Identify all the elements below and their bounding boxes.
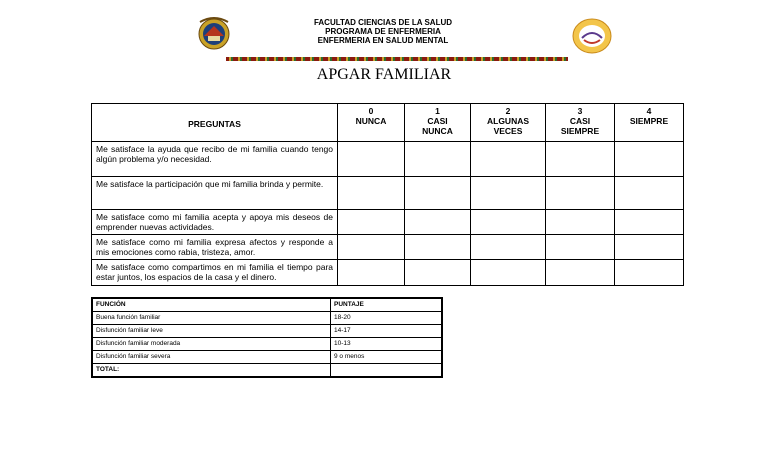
function-label: Disfunción familiar moderada [92,338,331,351]
answer-cell[interactable] [546,142,615,177]
answer-cell[interactable] [338,142,405,177]
function-header: FUNCIÓN [92,298,331,312]
answer-cell[interactable] [546,177,615,210]
answer-cell[interactable] [471,235,546,260]
column-header-0: 0 NUNCA [338,104,405,142]
answer-cell[interactable] [471,210,546,235]
answer-cell[interactable] [405,142,471,177]
answer-cell[interactable] [615,142,684,177]
column-header-4: 4 SIEMPRE [615,104,684,142]
table-row [92,325,442,338]
answer-cell[interactable] [471,142,546,177]
column-header-2: 2 ALGUNAS VECES [471,104,546,142]
answer-cell[interactable] [471,260,546,286]
column-header-3: 3 CASI SIEMPRE [546,104,615,142]
question-5: Me satisface como compartimos en mi familia el tiempo para estar juntos, los espacios de la casa y el dinero. [92,260,338,286]
answer-cell[interactable] [338,260,405,286]
scoring-header-row [92,298,442,312]
score-range: 10-13 [331,338,443,351]
answer-cell[interactable] [338,235,405,260]
function-label: Buena función familiar [92,312,331,325]
score-range: 14-17 [331,325,443,338]
university-logo [194,12,234,52]
total-row [92,364,442,378]
score-header: PUNTAJE [331,298,443,312]
page-title: APGAR FAMILIAR [316,66,452,83]
answer-cell[interactable] [405,235,471,260]
total-label: TOTAL: [92,364,331,378]
answer-cell[interactable] [615,235,684,260]
apgar-questionnaire-table [91,103,684,286]
answer-cell[interactable] [405,177,471,210]
scoring-table [91,297,443,378]
table-header-row [92,104,684,142]
program-name: PROGRAMA DE ENFERMERIA [325,27,441,36]
question-3: Me satisface como mi familia acepta y apoya mis deseos de emprender nuevas actividades. [92,210,338,235]
table-row [92,312,442,325]
answer-cell[interactable] [405,210,471,235]
score-range: 18-20 [331,312,443,325]
answer-cell[interactable] [615,210,684,235]
total-value-field[interactable] [331,364,443,378]
function-label: Disfunción familiar severa [92,351,331,364]
answer-cell[interactable] [615,260,684,286]
decorative-divider [226,57,568,61]
answer-cell[interactable] [546,235,615,260]
table-row [92,351,442,364]
answer-cell[interactable] [615,177,684,210]
table-row [92,210,684,235]
question-1: Me satisface la ayuda que recibo de mi familia cuando tengo algún problema y/o necesidad. [92,142,338,177]
nursing-program-logo [570,16,614,56]
faculty-name: FACULTAD CIENCIAS DE LA SALUD [313,18,453,27]
table-row [92,260,684,286]
score-range: 9 o menos [331,351,443,364]
institution-header [283,18,483,45]
answer-cell[interactable] [338,177,405,210]
table-row [92,142,684,177]
questions-header: PREGUNTAS [92,104,338,142]
table-row [92,177,684,210]
question-2: Me satisface la participación que mi familia brinda y permite. [92,177,338,210]
table-row [92,338,442,351]
column-header-1: 1 CASI NUNCA [405,104,471,142]
course-name: ENFERMERIA EN SALUD MENTAL [317,36,449,45]
answer-cell[interactable] [471,177,546,210]
answer-cell[interactable] [405,260,471,286]
answer-cell[interactable] [546,260,615,286]
question-4: Me satisface como mi familia expresa afectos y responde a mis emociones como rabia, tristeza, amor. [92,235,338,260]
function-label: Disfunción familiar leve [92,325,331,338]
answer-cell[interactable] [546,210,615,235]
answer-cell[interactable] [338,210,405,235]
table-row [92,235,684,260]
